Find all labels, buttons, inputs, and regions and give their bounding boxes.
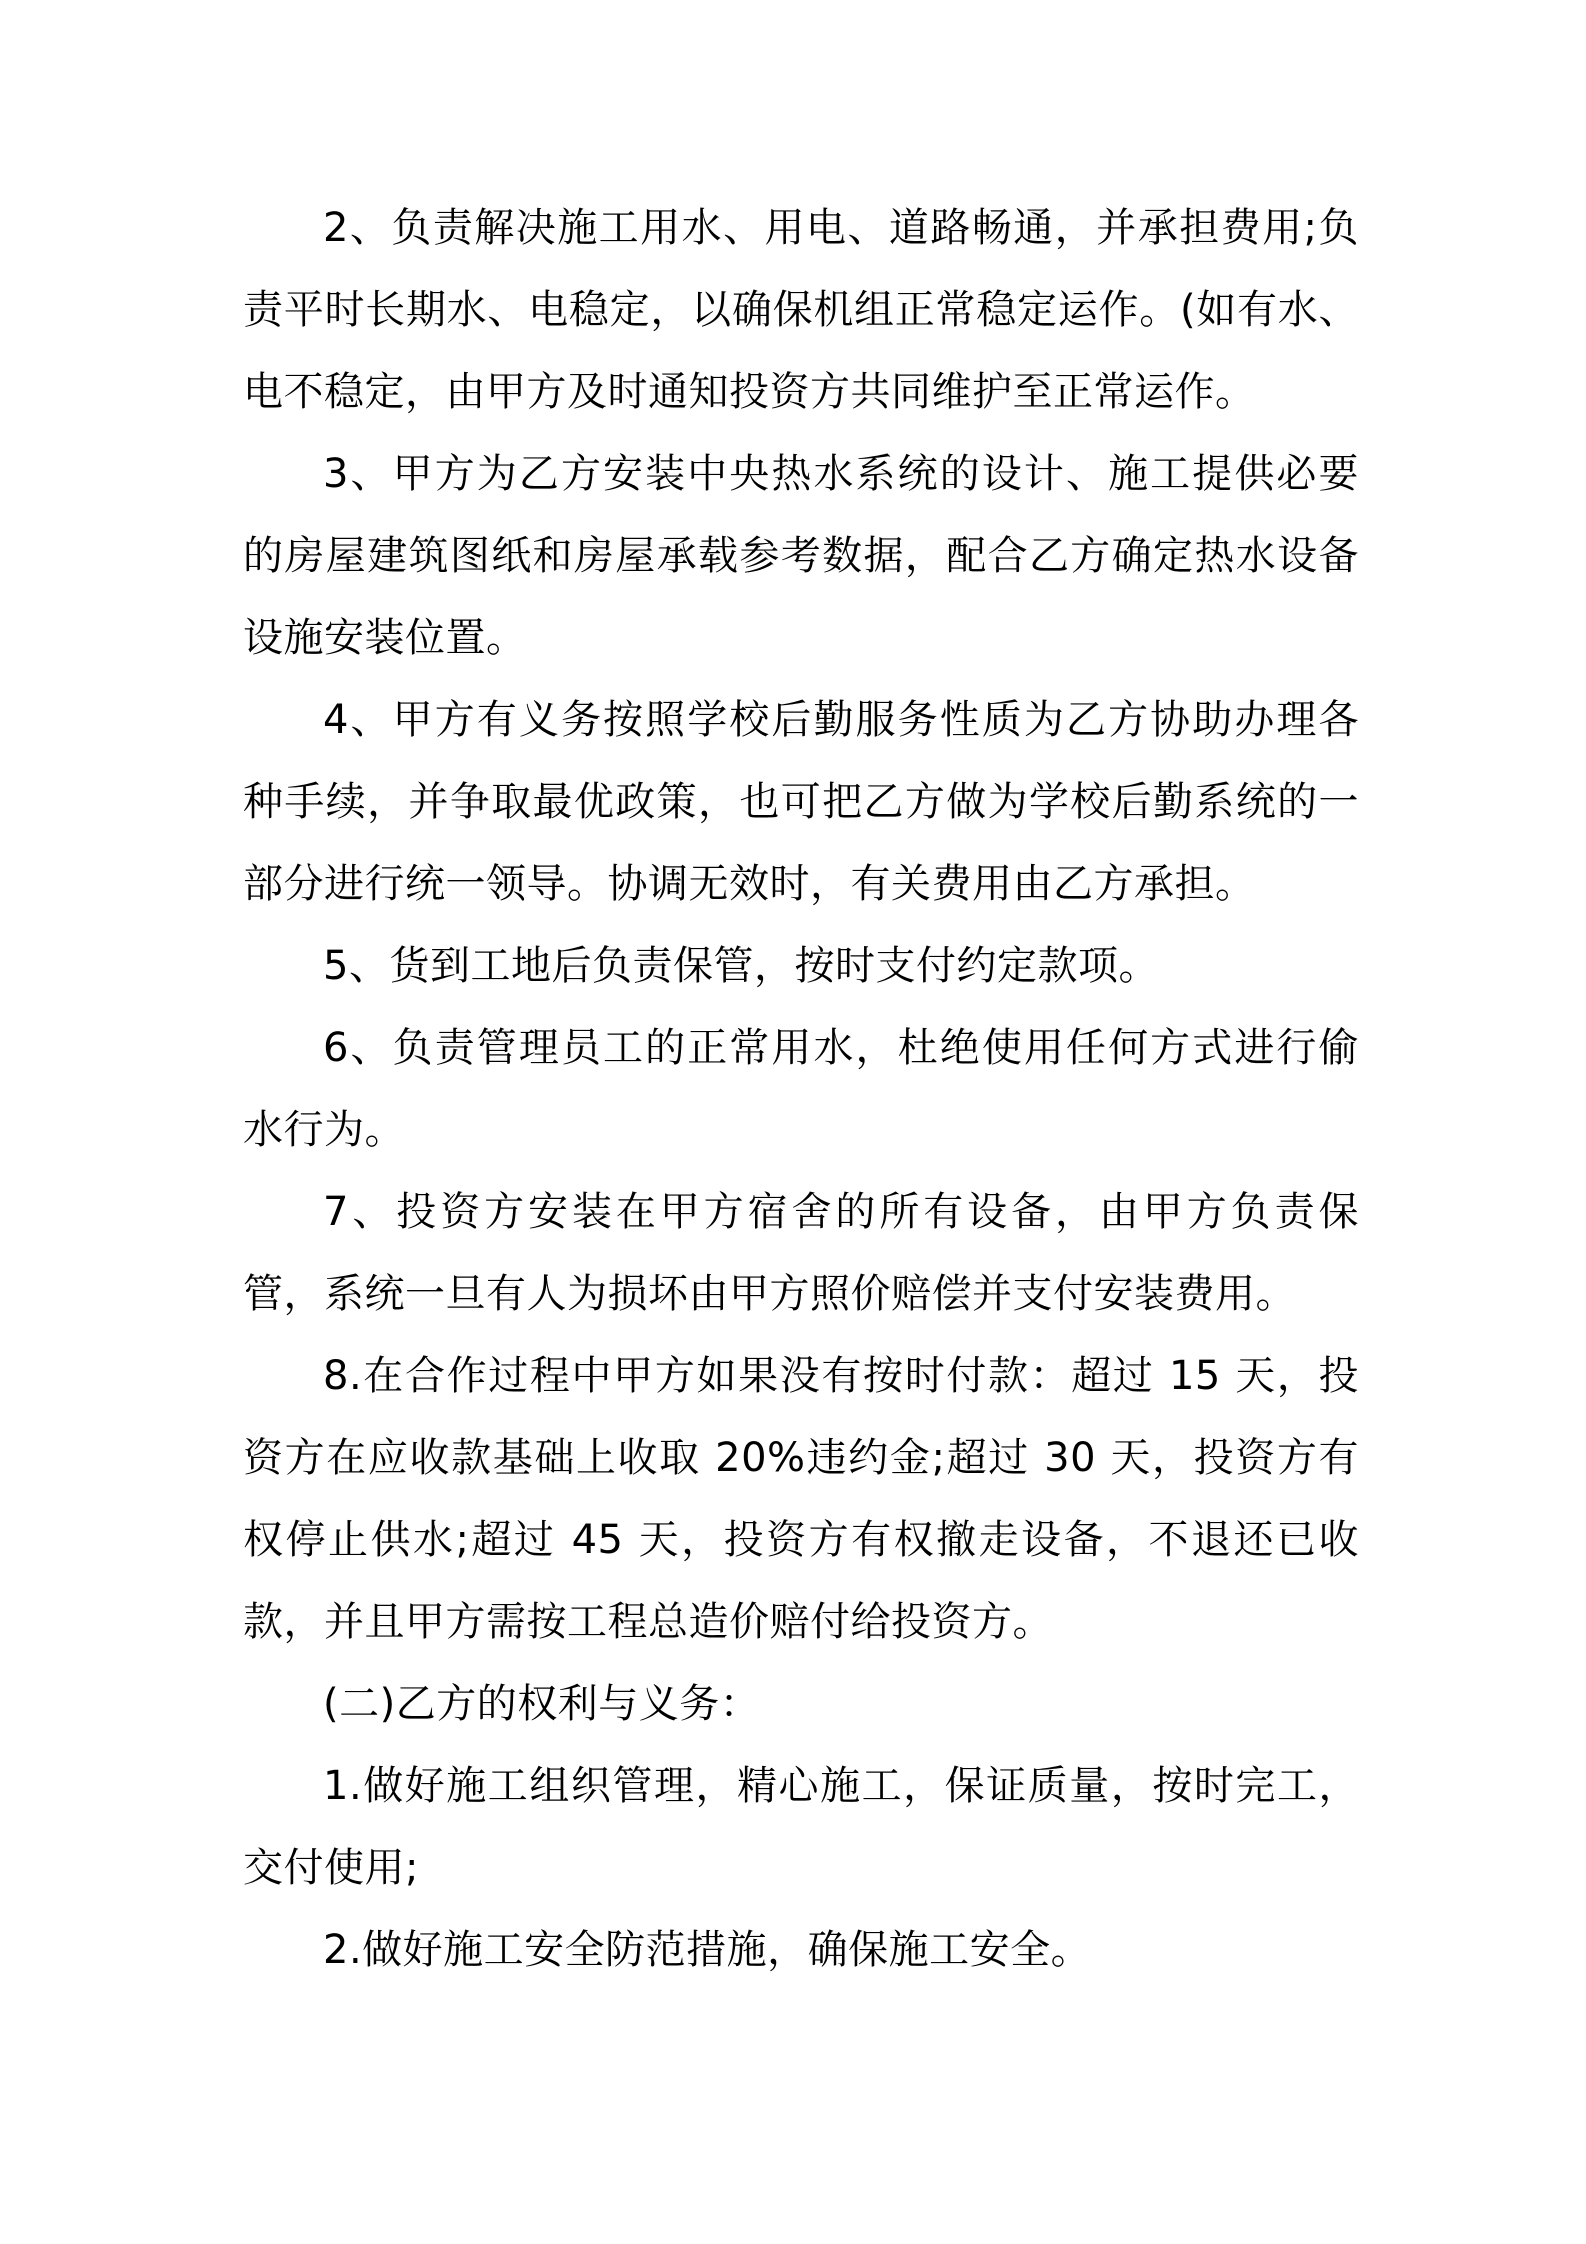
document-body bbox=[243, 187, 1359, 1991]
paragraph-construction-management: 1.做好施工组织管理，精心施工，保证质量，按时完工，交付使用; bbox=[243, 1763, 1359, 1891]
paragraph-procedures: 4、甲方有义务按照学校后勤服务性质为乙方协助办理各种手续，并争取最优政策，也可把乙方做为学校后勤系统的一部分进行统一领导。协调无效时，有关费用由乙方承担。 bbox=[243, 697, 1359, 907]
paragraph-building-drawings: 3、甲方为乙方安装中央热水系统的设计、施工提供必要的房屋建筑图纸和房屋承载参考数据，配合乙方确定热水设备设施安装位置。 bbox=[243, 451, 1359, 661]
paragraph-construction-safety: 2.做好施工安全防范措施，确保施工安全。 bbox=[323, 1927, 1092, 1973]
paragraph-late-payment: 8.在合作过程中甲方如果没有按时付款：超过 15 天，投资方在应收款基础上收取 20%违约金;超过 30 天，投资方有权停止供水;超过 45 天，投资方有权撤走设备，不退还已收款，并且甲方需按工程总造价赔付给投资方。 bbox=[243, 1353, 1359, 1645]
paragraph-custody-payment: 5、货到工地后负责保管，按时支付约定款项。 bbox=[323, 943, 1159, 989]
section-heading-party-b: (二)乙方的权利与义务： bbox=[323, 1681, 761, 1727]
paragraph-water-electricity: 2、负责解决施工用水、用电、道路畅通，并承担费用;负责平时长期水、电稳定，以确保机组正常稳定运作。(如有水、电不稳定，由甲方及时通知投资方共同维护至正常运作。 bbox=[243, 205, 1359, 415]
paragraph-equipment-custody: 7、投资方安装在甲方宿舍的所有设备，由甲方负责保管，系统一旦有人为损坏由甲方照价赔偿并支付安装费用。 bbox=[243, 1189, 1359, 1317]
paragraph-water-management: 6、负责管理员工的正常用水，杜绝使用任何方式进行偷水行为。 bbox=[243, 1025, 1359, 1153]
